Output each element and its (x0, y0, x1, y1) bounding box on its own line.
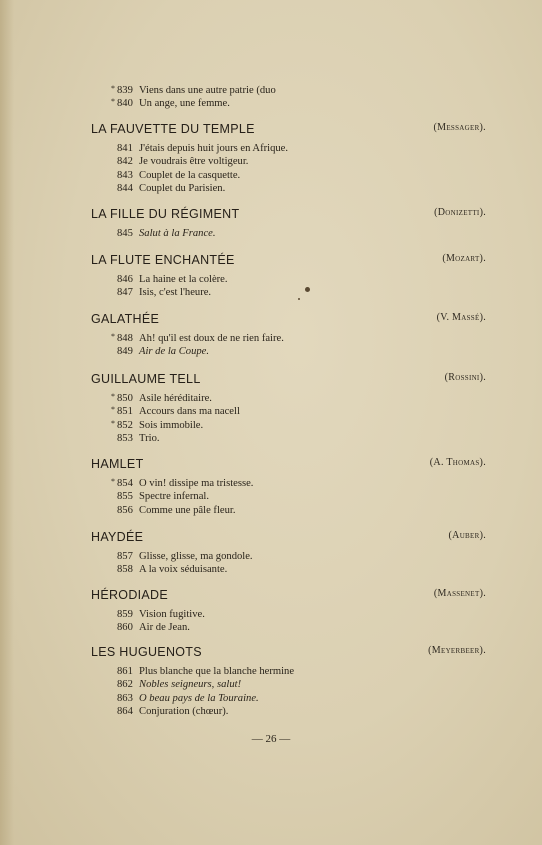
opera-title: HÉRODIADE (91, 588, 169, 602)
item-title: Isis, c'est l'heure. (139, 287, 212, 299)
opera-title: HAMLET (91, 457, 144, 471)
item-title: Trio. (139, 432, 160, 444)
composer-name: (Auber). (448, 530, 486, 541)
composer-name: (Donizetti). (434, 207, 486, 218)
list-item (0, 621, 542, 634)
item-title: Viens dans une autre patrie (duo (139, 85, 276, 96)
list-item (0, 142, 542, 155)
item-title: Air de la Coupe. (139, 346, 210, 358)
opera-title: GALATHÉE (91, 312, 160, 326)
item-title: Vision fugitive. (139, 609, 205, 620)
item-number: 857 (117, 551, 133, 562)
section-la-flute-enchantee (0, 253, 542, 300)
composer-name: (V. Massé). (436, 312, 486, 323)
item-title: Nobles seigneurs, salut! (139, 679, 242, 691)
list-item (0, 273, 542, 286)
item-number: 846 (117, 274, 133, 285)
composer-name: (Rossini). (444, 372, 486, 383)
list-item (0, 432, 542, 445)
list-item (0, 665, 542, 678)
item-title: Air de Jean. (139, 622, 190, 634)
item-title: Accours dans ma nacell (139, 406, 240, 418)
list-item (0, 419, 542, 432)
list-item (0, 405, 542, 418)
item-number: 861 (117, 666, 133, 677)
composer-name: (Messager). (433, 122, 486, 133)
list-item (0, 182, 542, 195)
asterisk-mark: * (111, 332, 115, 341)
composer-name: (Meyerbeer). (428, 645, 486, 656)
list-item (0, 504, 542, 517)
list-item (0, 169, 542, 182)
item-title: Plus blanche que la blanche hermine (139, 666, 295, 677)
item-number: 848 (117, 333, 133, 344)
item-title: Conjuration (chœur). (139, 705, 229, 717)
item-number: 852 (117, 419, 133, 431)
item-number: 841 (117, 143, 133, 154)
item-number: 863 (117, 692, 133, 704)
item-number: 840 (117, 98, 133, 110)
item-title: Salut à la France. (139, 228, 216, 239)
item-number: 842 (117, 156, 133, 168)
intro-items (0, 84, 542, 111)
item-title: A la voix séduisante. (139, 564, 228, 576)
item-number: 850 (117, 393, 133, 404)
opera-title: LA FAUVETTE DU TEMPLE (91, 122, 255, 136)
opera-title: GUILLAUME TELL (91, 372, 201, 386)
asterisk-mark: * (111, 84, 115, 93)
item-title: Un ange, une femme. (139, 98, 230, 110)
item-title: O vin! dissipe ma tristesse. (139, 478, 254, 489)
item-number: 845 (117, 228, 133, 239)
item-number: 855 (117, 491, 133, 503)
list-item (0, 155, 542, 168)
composer-name: (Mozart). (442, 253, 486, 264)
item-number: 853 (117, 432, 133, 444)
list-item (0, 692, 542, 705)
opera-title: HAYDÉE (91, 530, 144, 544)
item-number: 854 (117, 478, 133, 489)
section-la-fauvette-du-temple (0, 122, 542, 195)
item-number: 849 (117, 346, 133, 358)
item-title: La haine et la colère. (139, 274, 228, 285)
asterisk-mark: * (111, 97, 115, 107)
asterisk-mark: * (111, 405, 115, 415)
section-galathee (0, 312, 542, 359)
item-number: 839 (117, 85, 133, 96)
item-number: 847 (117, 287, 133, 299)
composer-name: (Massenet). (433, 588, 486, 599)
opera-title: LA FILLE DU RÉGIMENT (91, 207, 240, 221)
opera-title: LA FLUTE ENCHANTÉE (91, 253, 235, 267)
ink-speck (305, 287, 310, 292)
list-item (0, 490, 542, 503)
list-item (0, 563, 542, 576)
item-number: 856 (117, 504, 133, 516)
list-item (0, 227, 542, 240)
item-title: Je voudrais être voltigeur. (139, 156, 249, 168)
section-guillaume-tell (0, 372, 542, 445)
section-herodiade (0, 588, 542, 635)
item-number: 844 (117, 182, 133, 194)
list-item (0, 332, 542, 345)
page-number: — 26 — (251, 733, 291, 745)
item-number: 851 (117, 406, 133, 418)
item-title: J'étais depuis huit jours en Afrique. (139, 143, 289, 154)
item-title: Ah! qu'il est doux de ne rien faire. (139, 333, 284, 344)
item-title: Asile héréditaire. (139, 393, 212, 404)
item-title: Glisse, glisse, ma gondole. (139, 551, 253, 562)
list-item (0, 608, 542, 621)
list-item (0, 286, 542, 299)
opera-title: LES HUGUENOTS (91, 645, 202, 659)
composer-name: (A. Thomas). (429, 457, 486, 468)
item-title: Sois immobile. (139, 419, 204, 431)
item-title: Couplet de la casquette. (139, 169, 241, 181)
section-hamlet (0, 457, 542, 517)
asterisk-mark: * (111, 392, 115, 401)
item-number: 858 (117, 564, 133, 576)
section-la-fille-du-regiment (0, 207, 542, 240)
section-haydee (0, 530, 542, 577)
asterisk-mark: * (111, 418, 115, 428)
list-item (0, 705, 542, 718)
item-number: 860 (117, 622, 133, 634)
list-item (0, 97, 542, 110)
item-number: 859 (117, 609, 133, 620)
item-number: 864 (117, 705, 133, 717)
section-les-huguenots (0, 645, 542, 718)
item-number: 843 (117, 169, 133, 181)
list-item (0, 550, 542, 563)
list-item (0, 84, 542, 97)
item-title: Spectre infernal. (139, 491, 210, 503)
asterisk-mark: * (111, 477, 115, 486)
item-number: 862 (117, 679, 133, 691)
list-item (0, 392, 542, 405)
item-title: Couplet du Parisien. (139, 182, 226, 194)
item-title: O beau pays de la Touraine. (139, 692, 259, 704)
list-item (0, 477, 542, 490)
list-item (0, 345, 542, 358)
item-title: Comme une pâle fleur. (139, 504, 236, 516)
list-item (0, 678, 542, 691)
ink-speck (298, 298, 300, 300)
